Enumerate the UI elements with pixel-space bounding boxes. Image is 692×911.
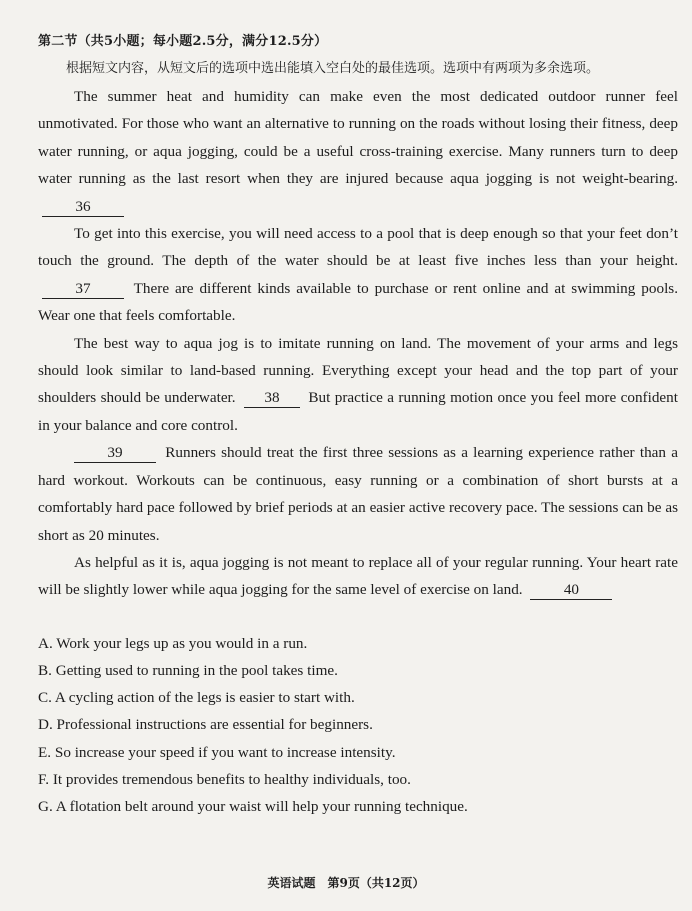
blank-39: 39 [74,444,156,463]
paragraph-3-before: The best way to aqua jog is to imitate running on land. The movement of your arms and legs should look similar to land-based running. Everything except your head and the top part of your shoulders should be underwater. [38,334,678,407]
paragraph-5 [38,549,678,604]
paragraph-4-after: Runners should treat the first three sessions as a learning experience rather than a hard workout. Workouts can be continuous, easy running or a combination of short bursts at a comfortably hard pace followed by brief periods at an easier active recovery pace. The sessions can be as short as 20 minutes. [38,444,679,544]
paragraph-4 [38,439,678,549]
paragraph-3 [38,330,678,440]
paragraph-1-text: The summer heat and humidity can make even the most dedicated outdoor runner feel unmotivated. For those who want an alternative to running on the roads without losing their fitness, deep water running, or aqua jogging, could be a useful cross-training exercise. Many runners turn to deep water running as the last resort when they are injured because aqua jogging is not weight-bearing. [38,88,678,188]
option-f: F. It provides tremendous benefits to healthy individuals, too. [38,770,411,788]
paragraph-2-before: To get into this exercise, you will need access to a pool that is deep enough so that your feet don’t touch the ground. The depth of the water should be at least five inches less than your height. [38,225,678,270]
options-list [38,630,678,820]
option-d: D. Professional instructions are essential for beginners. [38,716,373,734]
section-title: 第二节（共5小题；每小题2.5分，满分12.5分） [38,34,328,49]
page-footer: 英语试题 第9页（共12页） [267,876,425,890]
section-instruction: 根据短文内容，从短文后的选项中选出能填入空白处的最佳选项。选项中有两项为多余选项。 [66,61,600,76]
paragraph-3-after: But practice a running motion once you feel more confident in your balance and core control. [38,389,678,434]
option-b: B. Getting used to running in the pool takes time. [38,661,338,679]
option-a: A. Work your legs up as you would in a run. [38,634,308,652]
passage [38,83,678,604]
blank-40: 40 [530,581,612,600]
paragraph-2-after: There are different kinds available to purchase or rent online and at swimming pools. Wear one that feels comfortable. [38,279,678,325]
paragraph-1 [38,83,678,220]
blank-37: 37 [42,280,124,299]
option-c: C. A cycling action of the legs is easier to start with. [38,689,355,707]
paragraph-2 [38,220,678,330]
option-e: E. So increase your speed if you want to increase intensity. [38,743,396,761]
paragraph-5-text: As helpful as it is, aqua jogging is not meant to replace all of your regular running. Your heart rate will be slightly lower while aqua jogging for the same level of exercise on land. [38,553,678,599]
blank-38: 38 [244,389,300,408]
blank-36: 36 [42,198,124,217]
option-g: G. A flotation belt around your waist will help your running technique. [38,797,468,815]
